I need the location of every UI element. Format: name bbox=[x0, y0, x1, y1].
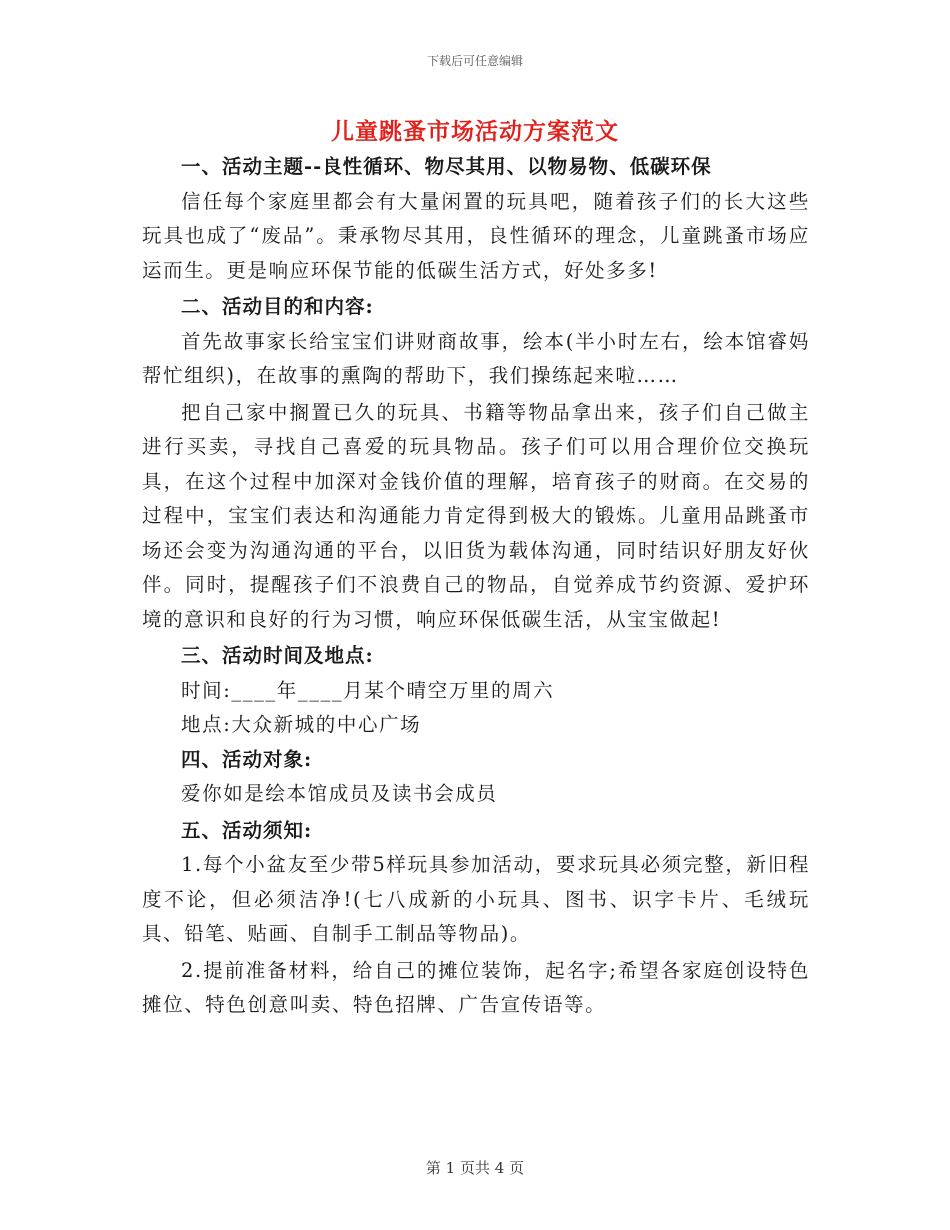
section-heading-audience: 四、活动对象: bbox=[181, 747, 313, 771]
paragraph: 信任每个家庭里都会有大量闲置的玩具吧，随着孩子们的长大这些玩具也成了“废品”。秉承物尽其用，良性循环的理念，儿童跳蚤市场应运而生。更是响应环保节能的低碳生活方式，好处多多! bbox=[142, 189, 810, 282]
section-heading-purpose: 二、活动目的和内容: bbox=[181, 295, 374, 318]
place-line: 地点:大众新城的中心广场 bbox=[181, 713, 422, 736]
list-item: 2.提前准备材料，给自己的摊位装饰，起名字;希望各家庭创设特色摊位、特色创意叫卖、特色招牌、广告宣传语等。 bbox=[142, 958, 810, 1016]
document-title: 儿童跳蚤市场活动方案范文 bbox=[331, 118, 619, 145]
time-line: 时间:____年____月某个晴空万里的周六 bbox=[181, 678, 555, 702]
document-body bbox=[142, 150, 810, 1023]
paragraph: 爱你如是绘本馆成员及读书会成员 bbox=[181, 782, 498, 805]
list-item: 1.每个小盆友至少带5样玩具参加活动，要求玩具必须完整，新旧程度不论，但必须洁净!(七八成新的小玩具、图书、识字卡片、毛绒玩具、铅笔、贴画、自制手工制品等物品)。 bbox=[142, 853, 810, 945]
section-heading-theme: 一、活动主题--良性循环、物尽其用、以物易物、低碳环保 bbox=[181, 155, 712, 178]
section-heading-time-place: 三、活动时间及地点: bbox=[181, 644, 374, 667]
page-footer: 第 1 页共 4 页 bbox=[425, 1159, 525, 1177]
paragraph: 把自己家中搁置已久的玩具、书籍等物品拿出来，孩子们自己做主进行买卖，寻找自己喜爱的玩具物品。孩子们可以用合理价位交换玩具，在这个过程中加深对金钱价值的理解，培育孩子的财商。在交易的过程中，宝宝们表达和沟通能力肯定得到极大的锻炼。儿童用品跳蚤市场还会变为沟通沟通的平台，以旧货为载体沟通，同时结识好朋友好伙伴。同时，提醒孩子们不浪费自己的物品，自觉养成节约资源、爱护环境的意识和良好的行为习惯，响应环保低碳生活，从宝宝做起! bbox=[142, 400, 810, 631]
page-header: 下载后可任意编辑 bbox=[426, 54, 523, 68]
section-heading-notice: 五、活动须知: bbox=[181, 818, 313, 842]
paragraph: 首先故事家长给宝宝们讲财商故事，绘本(半小时左右，绘本馆睿妈帮忙组织)，在故事的熏陶的帮助下，我们操练起来啦…… bbox=[142, 329, 810, 387]
